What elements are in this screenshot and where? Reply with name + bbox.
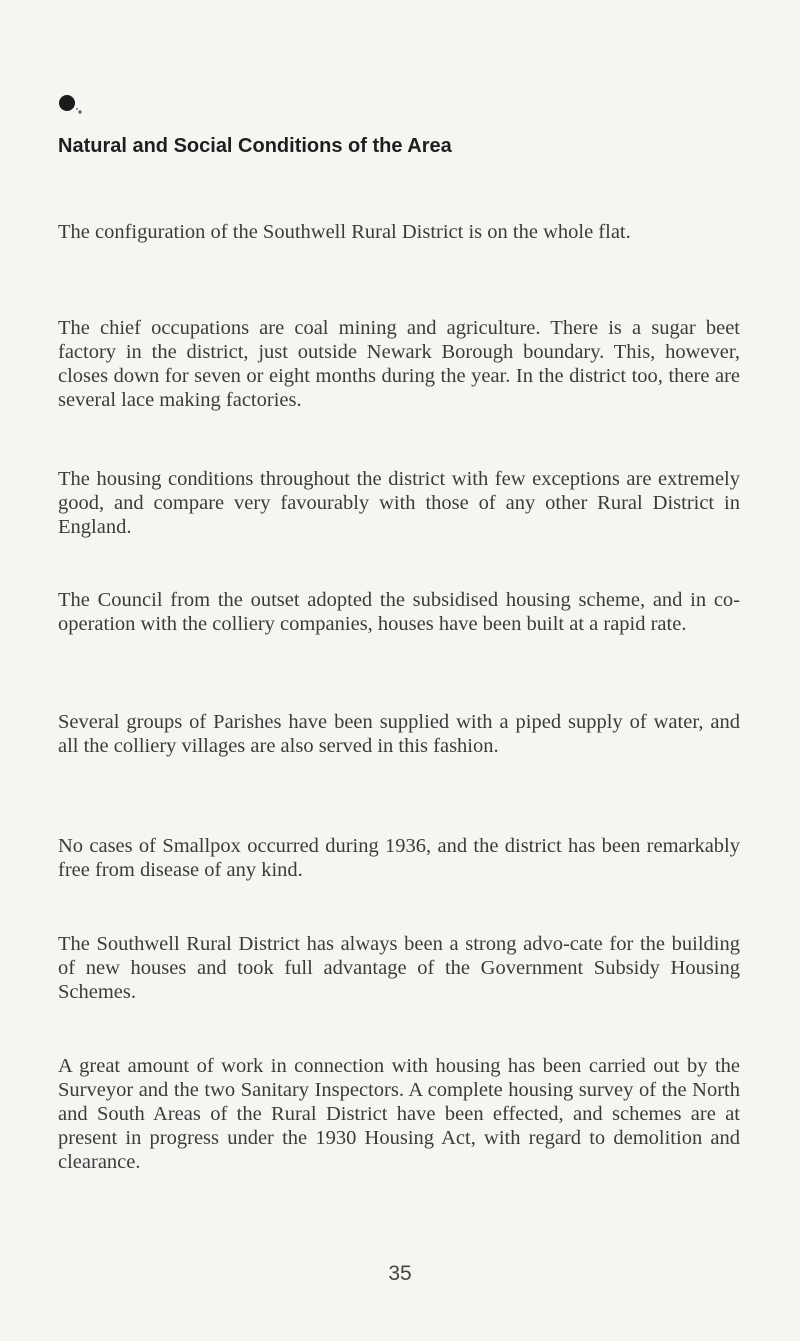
page-title: Natural and Social Conditions of the Area [58,135,452,157]
paragraph-housing-advocacy: The Southwell Rural District has always been a strong advo-cate for the building of new houses and took full advantage of the Government Subsidy Housing Schemes. [58,933,740,1003]
paragraph-housing-work: A great amount of work in connection with housing has been carried out by the Surveyor and the two Sanitary Inspectors. A complete housing survey of the North and South Areas of the Rural District have been effected, and schemes are at present in progress under the 1930 Housing Act, with regard to demolition and clearance. [58,1055,740,1173]
paragraph-housing-conditions: The housing conditions throughout the district with few exceptions are extremely good, and compare very favourably with those of any other Rural District in England. [58,468,740,538]
paragraph-configuration: The configuration of the Southwell Rural District is on the whole flat. [58,221,631,243]
paragraph-occupations: The chief occupations are coal mining and agriculture. There is a sugar beet factory in the district, just outside Newark Borough boundary. This, however, closes down for seven or eight months during the year. In the district too, there are several lace making factories. [58,317,740,411]
paragraph-smallpox: No cases of Smallpox occurred during 1936, and the district has been remarkably free from disease of any kind. [58,835,740,881]
ink-blot-mark [58,92,84,118]
paragraph-council-scheme: The Council from the outset adopted the subsidised housing scheme, and in co-operation with the colliery companies, houses have been built at a rapid rate. [58,589,740,635]
paragraph-water-supply: Several groups of Parishes have been supplied with a piped supply of water, and all the colliery villages are also served in this fashion. [58,711,740,757]
page-number: 35 [388,1262,412,1285]
